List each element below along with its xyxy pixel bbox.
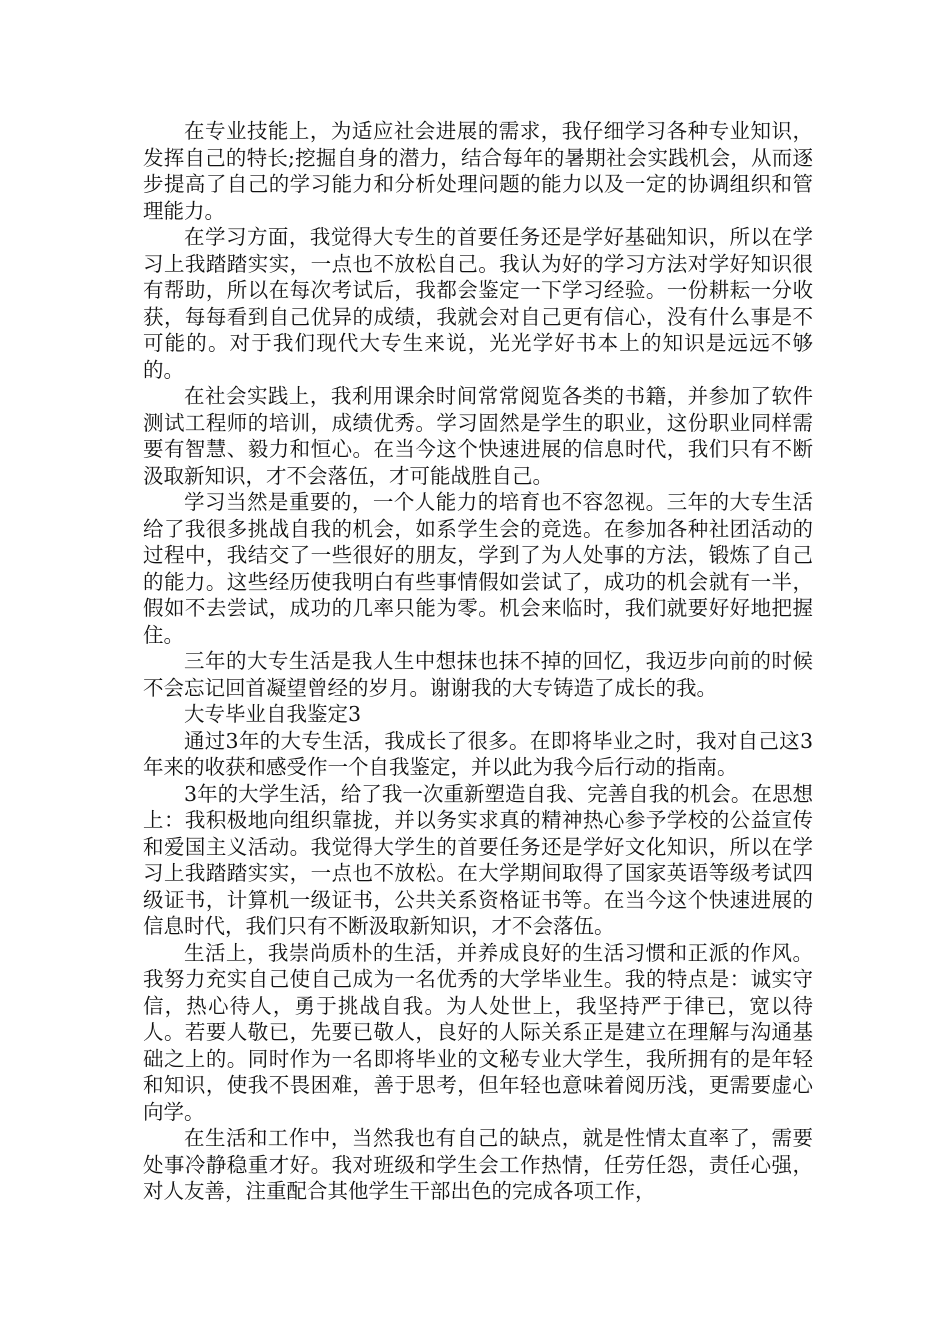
paragraph-intro: 通过3年的大专生活，我成长了很多。在即将毕业之时，我对自己这3年来的收获和感受作一个自我鉴定，并以此为我今后行动的指南。	[143, 728, 813, 779]
paragraph-lifestyle: 生活上，我崇尚质朴的生活，并养成良好的生活习惯和正派的作风。我努力充实自己使自己成为一名优秀的大学毕业生。我的特点是：诚实守信，热心待人，勇于挑战自我。为人处世上，我坚持严于律已，宽以待人。若要人敬已，先要已敬人，良好的人际关系正是建立在理解与沟通基础之上的。同时作为一名即将毕业的文秘专业大学生，我所拥有的是年轻和知识，使我不畏困难，善于思考，但年轻也意味着阅历浅，更需要虚心向学。	[143, 940, 813, 1124]
document-body	[143, 118, 813, 1205]
paragraph-ability: 学习当然是重要的，一个人能力的培育也不容忽视。三年的大专生活给了我很多挑战自我的机会，如系学生会的竞选。在参加各种社团活动的过程中，我结交了一些很好的朋友，学到了为人处事的方法，锻炼了自己的能力。这些经历使我明白有些事情假如尝试了，成功的机会就有一半，假如不去尝试，成功的几率只能为零。机会来临时，我们就要好好地把握住。	[143, 490, 813, 647]
paragraph-shortcomings: 在生活和工作中，当然我也有自己的缺点，就是性情太直率了，需要处事冷静稳重才好。我对班级和学生会工作热情，任劳任怨，责任心强，对人友善，注重配合其他学生干部出色的完成各项工作，	[143, 1126, 813, 1203]
paragraph-study: 在学习方面，我觉得大专生的首要任务还是学好基础知识，所以在学习上我踏踏实实，一点也不放松自己。我认为好的学习方法对学好知识很有帮助，所以在每次考试后，我都会鉴定一下学习经验。一份耕耘一分收获，每每看到自己优异的成绩，我就会对自己更有信心，没有什么事是不可能的。对于我们现代大专生来说，光光学好书本上的知识是远远不够的。	[143, 225, 813, 382]
section-heading: 大专毕业自我鉴定3	[184, 702, 362, 726]
paragraph-social-practice: 在社会实践上，我利用课余时间常常阅览各类的书籍，并参加了软件测试工程师的培训，成绩优秀。学习固然是学生的职业，这份职业同样需要有智慧、毅力和恒心。在当今这个快速进展的信息时代，我们只有不断汲取新知识，才不会落伍，才可能战胜自己。	[143, 384, 813, 488]
paragraph-professional-skills: 在专业技能上，为适应社会进展的需求，我仔细学习各种专业知识，发挥自己的特长;挖掘自身的潜力，结合每年的暑期社会实践机会，从而逐步提高了自己的学习能力和分析处理问题的能力以及一定的协调组织和管理能力。	[143, 119, 813, 223]
paragraph-memories: 三年的大专生活是我人生中想抹也抹不掉的回忆，我迈步向前的时候不会忘记回首凝望曾经的岁月。谢谢我的大专铸造了成长的我。	[143, 649, 813, 700]
paragraph-university-life: 3年的大学生活，给了我一次重新塑造自我、完善自我的机会。在思想上：我积极地向组织靠拢，并以务实求真的精神热心参予学校的公益宣传和爱国主义活动。我觉得大学生的首要任务还是学好文化知识，所以在学习上我踏踏实实，一点也不放松。在大学期间取得了国家英语等级考试四级证书，计算机一级证书，公共关系资格证书等。在当今这个快速进展的信息时代，我们只有不断汲取新知识，才不会落伍。	[143, 781, 813, 938]
